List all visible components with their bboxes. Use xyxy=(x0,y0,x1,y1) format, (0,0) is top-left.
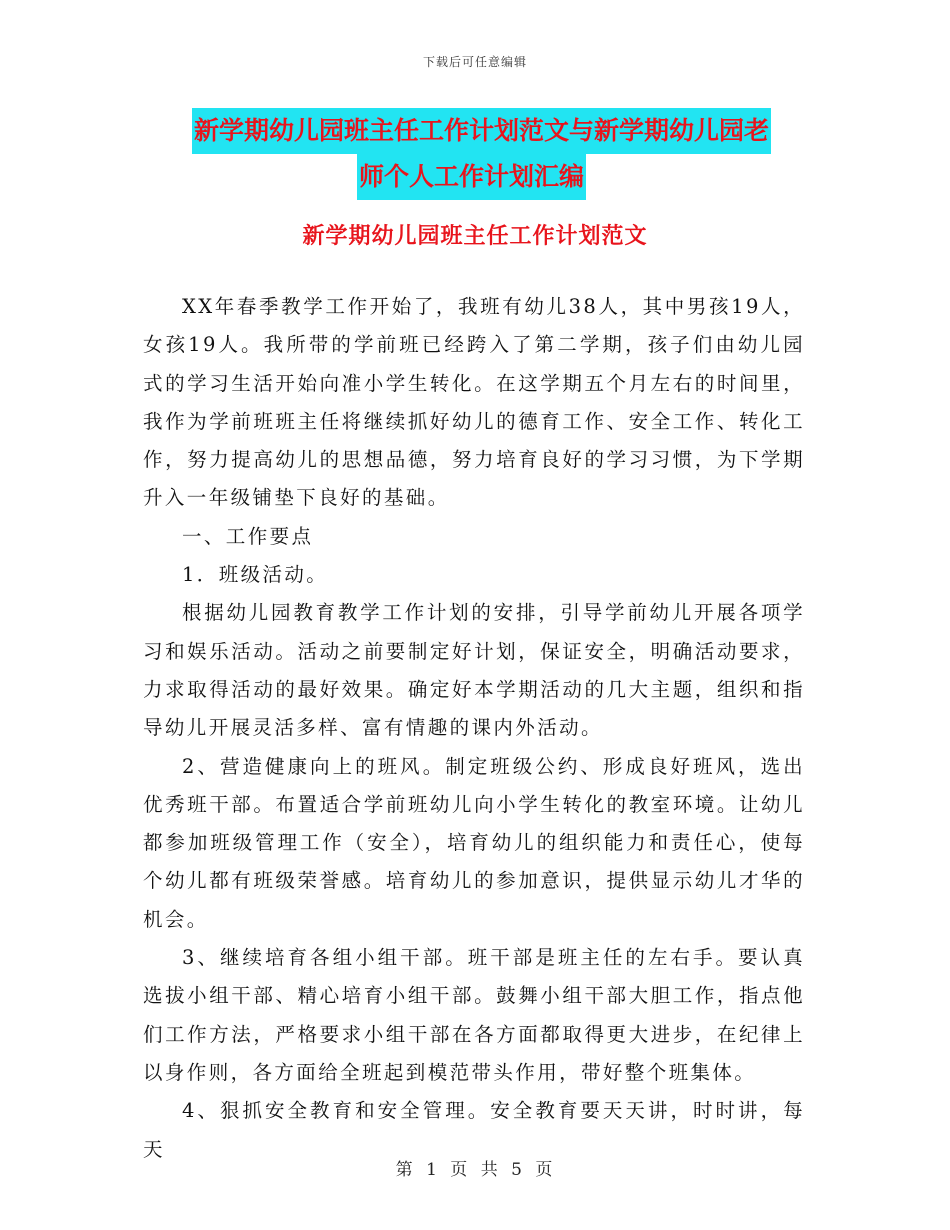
heading-class-activities: 1．班级活动。 xyxy=(182,563,329,587)
paragraph-class-spirit: 2、营造健康向上的班风。制定班级公约、形成良好班风，选出优秀班干部。布置适合学前班幼儿向小学生转化的教室环境。让幼儿都参加班级管理工作（安全），培育幼儿的组织能力和责任心，使每个幼儿都有班级荣誉感。培育幼儿的参加意识，提供显示幼儿才华的机会。 xyxy=(143,754,805,931)
document-title-line-2: 师个人工作计划汇编 xyxy=(357,154,586,200)
document-title-line-1: 新学期幼儿园班主任工作计划范文与新学期幼儿园老 xyxy=(192,108,771,154)
page-number: 第 1 页 共 5 页 xyxy=(395,1160,555,1180)
paragraph-safety: 4、狠抓安全教育和安全管理。安全教育要天天讲，时时讲，每天 xyxy=(143,1099,805,1161)
section-title: 新学期幼儿园班主任工作计划范文 xyxy=(302,224,648,249)
page-header-note: 下载后可任意编辑 xyxy=(422,55,527,69)
heading-work-points: 一、工作要点 xyxy=(182,524,314,548)
paragraph-group-leaders: 3、继续培育各组小组干部。班干部是班主任的左右手。要认真选拔小组干部、精心培育小组干部。鼓舞小组干部大胆工作，指点他们工作方法，严格要求小组干部在各方面都取得更大进步，在纪律上以身作则，各方面给全班起到模范带头作用，带好整个班集体。 xyxy=(143,946,805,1084)
document-body xyxy=(143,288,805,1169)
document-title xyxy=(140,108,810,200)
paragraph-activities: 根据幼儿园教育教学工作计划的安排，引导学前幼儿开展各项学习和娱乐活动。活动之前要制定好计划，保证安全，明确活动要求，力求取得活动的最好效果。确定好本学期活动的几大主题，组织和指导幼儿开展灵活多样、富有情趣的课内外活动。 xyxy=(143,601,805,740)
paragraph-intro: XX年春季教学工作开始了，我班有幼儿38人，其中男孩19人，女孩19人。我所带的学前班已经跨入了第二学期，孩子们由幼儿园式的学习生活开始向准小学生转化。在这学期五个月左右的时间里，我作为学前班班主任将继续抓好幼儿的德育工作、安全工作、转化工作，努力提高幼儿的思想品德，努力培育良好的学习习惯，为下学期升入一年级铺垫下良好的基础。 xyxy=(143,295,805,510)
